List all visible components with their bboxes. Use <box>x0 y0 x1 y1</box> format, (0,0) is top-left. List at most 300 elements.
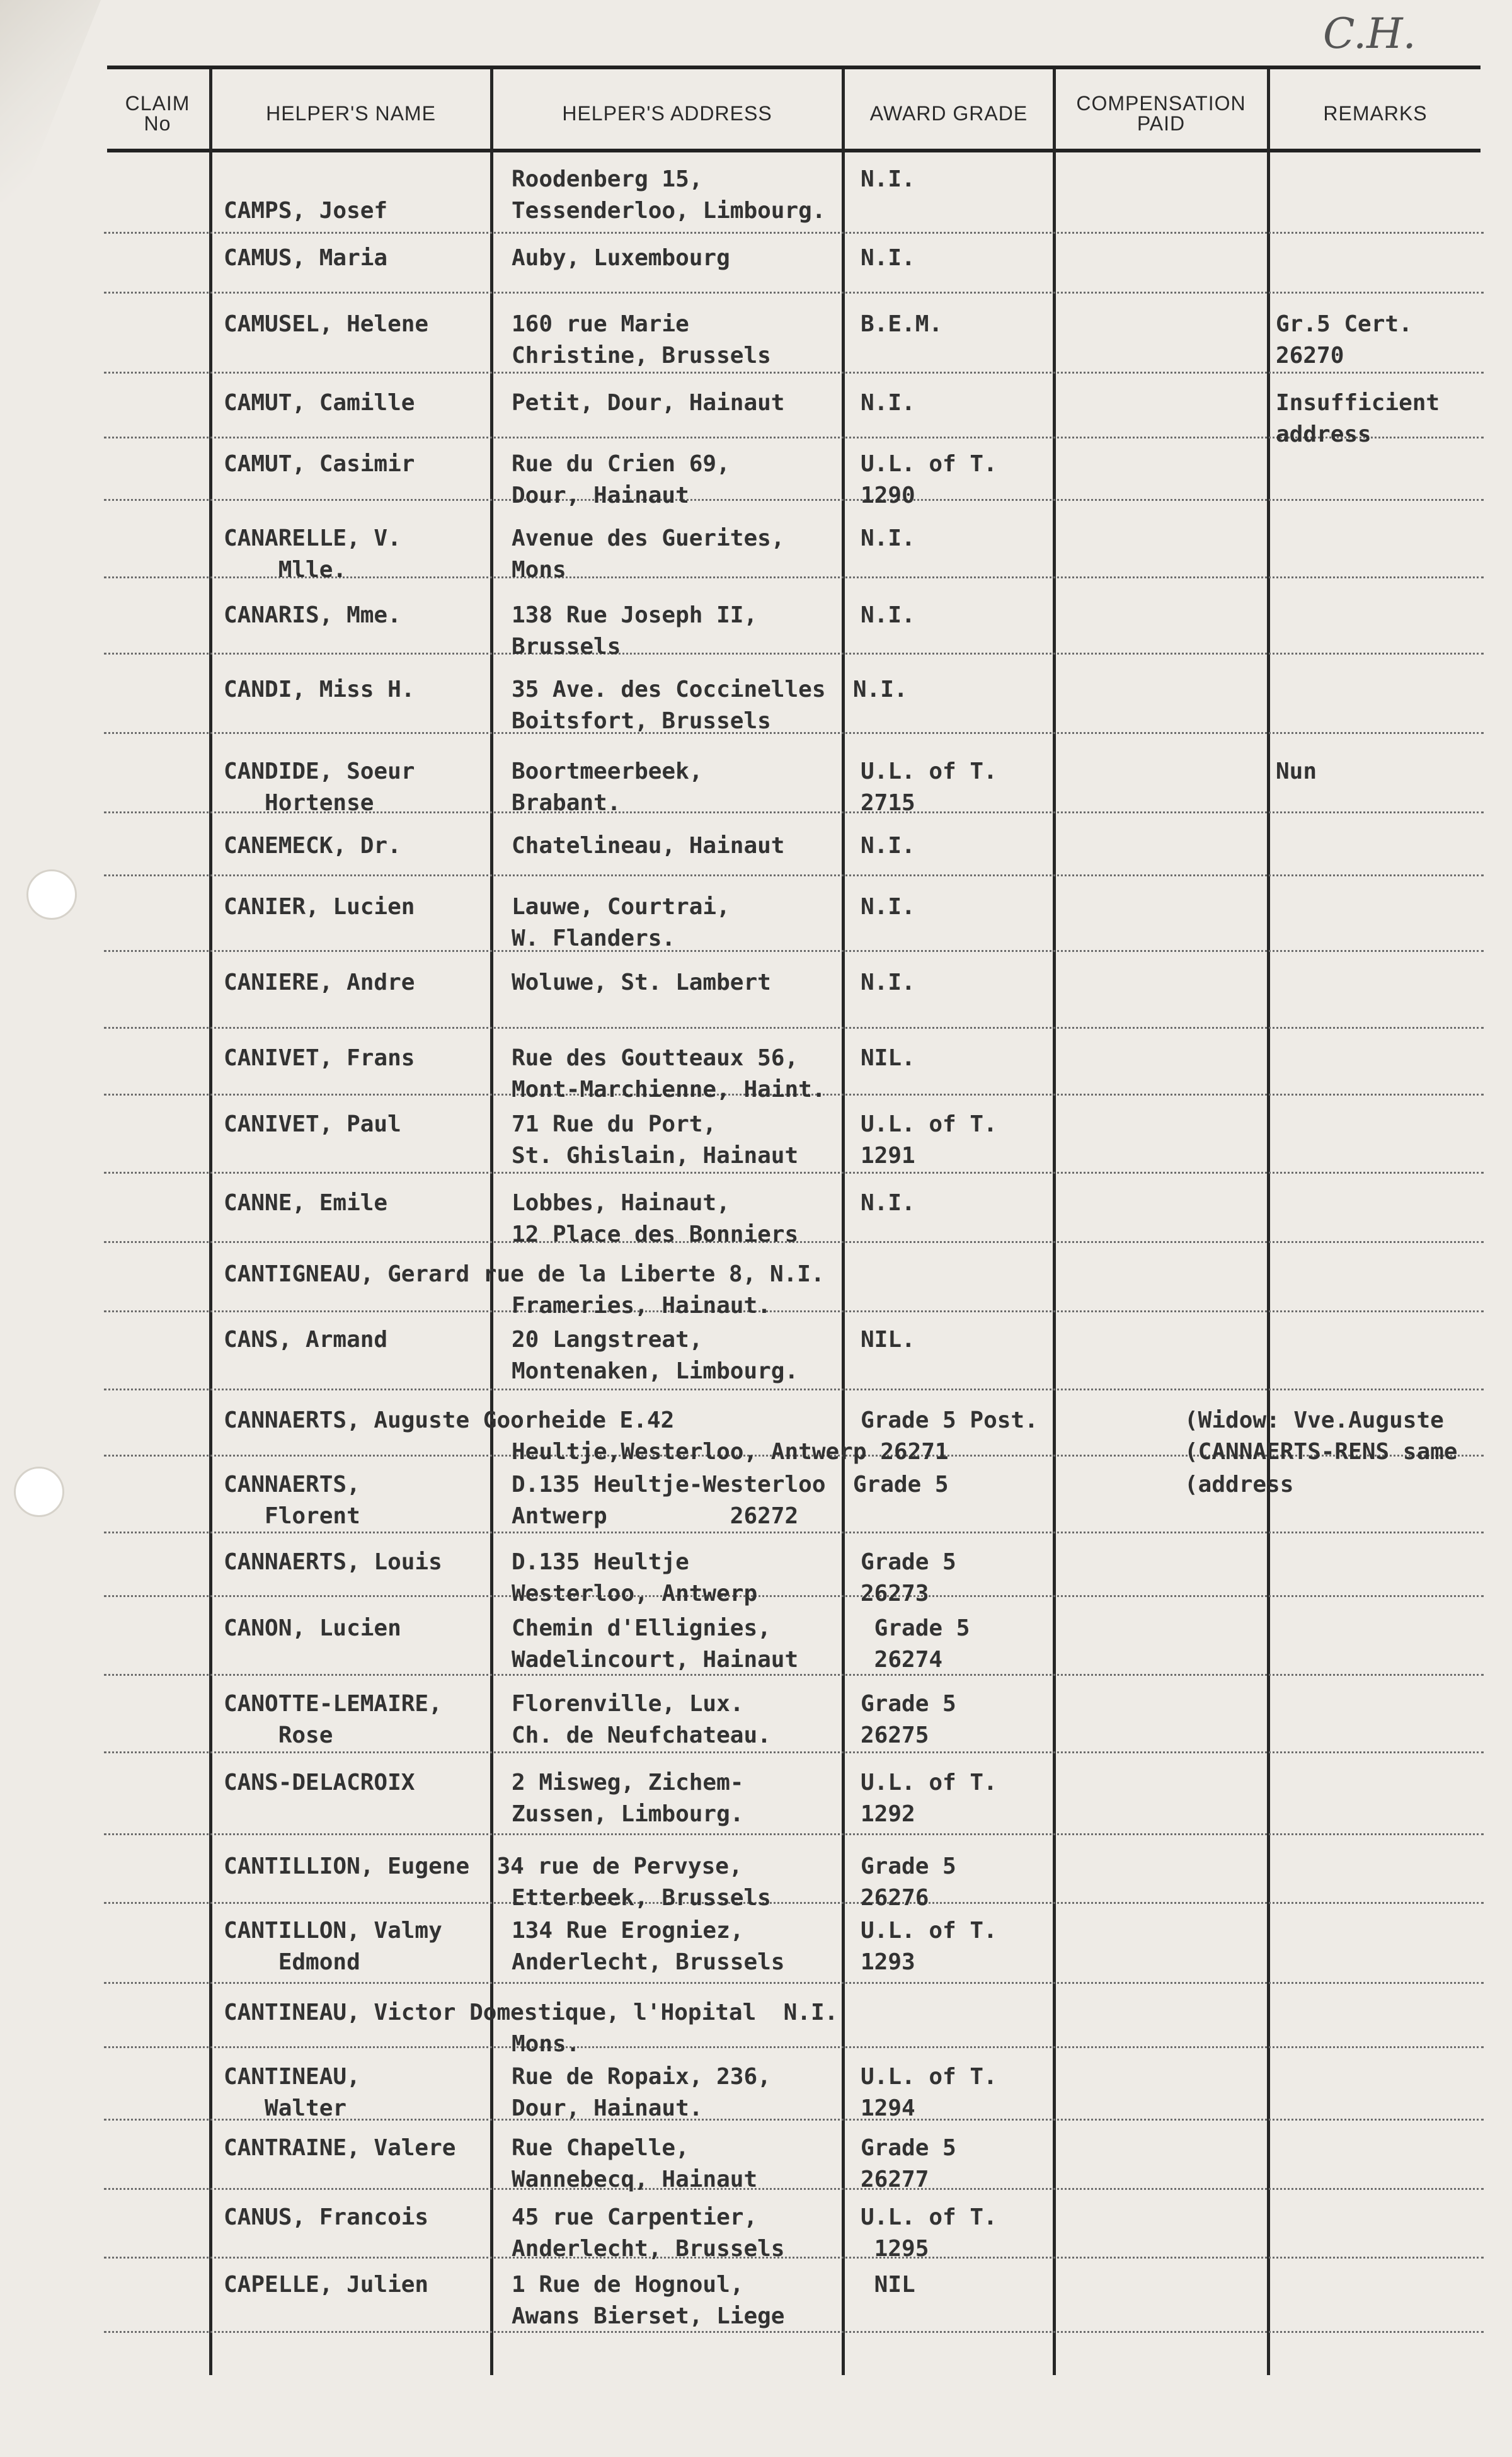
helper-address-line: Lobbes, Hainaut, <box>512 1190 730 1216</box>
award-grade-line: NIL <box>861 2272 915 2298</box>
award-grade-line: U.L. of T. <box>861 1111 997 1137</box>
helper-address-cell <box>512 1547 757 1610</box>
award-grade-line <box>861 340 942 372</box>
remarks-line <box>1276 2202 1290 2233</box>
remarks-line <box>1276 999 1290 1030</box>
award-grade-line: N.I. <box>861 245 915 271</box>
helper-name-line: CANIVET, Frans <box>224 1045 415 1071</box>
column-divider <box>1053 69 1056 2375</box>
remarks-line <box>1276 2093 1290 2124</box>
award-grade-cell <box>861 1043 915 1106</box>
remarks-cell <box>1276 1851 1290 1914</box>
award-grade-line: B.E.M. <box>861 311 943 337</box>
award-grade-line: 1291 <box>861 1143 915 1169</box>
row-rule <box>104 1833 1484 1835</box>
award-grade-cell <box>861 967 915 1030</box>
helper-name-line <box>224 2301 428 2332</box>
remarks-cell <box>1184 1405 1457 1468</box>
award-grade-line: 26275 <box>861 1722 929 1748</box>
helper-address-line <box>512 1997 580 2029</box>
remarks-line <box>1276 1947 1290 1978</box>
award-grade-line <box>861 554 915 586</box>
remarks-line <box>1276 2269 1290 2301</box>
award-grade-cell <box>861 2202 997 2265</box>
award-grade-line: 1293 <box>861 1949 915 1975</box>
remarks-line <box>1276 554 1290 586</box>
helper-name-line <box>224 706 415 737</box>
row-rule <box>104 232 1484 234</box>
remarks-line <box>1276 862 1290 893</box>
helper-address-line: Mont-Marchienne, Haint. <box>512 1077 826 1102</box>
helper-address-line: Montenaken, Limbourg. <box>512 1358 799 1384</box>
award-grade-cell <box>861 1405 1038 1468</box>
remarks-cell <box>1276 1109 1290 1172</box>
helper-name-line: Rose <box>224 1722 333 1748</box>
helper-name-line: CANOTTE-LEMAIRE, <box>224 1691 442 1717</box>
award-grade-cell <box>861 2133 956 2196</box>
remarks-cell <box>1276 2269 1290 2332</box>
award-grade-line: U.L. of T. <box>861 1918 997 1944</box>
helper-address-line: 134 Rue Erogniez, <box>512 1918 744 1944</box>
remarks-line <box>1276 1259 1290 1290</box>
award-grade-cell <box>861 1915 997 1978</box>
remarks-cell <box>1276 756 1317 819</box>
award-grade-line: Grade 5 <box>861 1615 970 1641</box>
helper-address-line: Petit, Dour, Hainaut <box>512 390 785 416</box>
row-rule <box>104 372 1484 374</box>
helper-address-line: Rue du Crien 69, <box>512 451 730 477</box>
helper-name-line: CANARELLE, V. <box>224 525 401 551</box>
helper-address-cell <box>512 387 784 450</box>
helper-name-line: Mlle. <box>224 557 347 583</box>
helper-address-cell <box>512 2269 784 2332</box>
helper-name-cell <box>224 2061 360 2124</box>
award-grade-cell <box>861 1259 874 1322</box>
helper-address-cell <box>512 756 702 819</box>
award-grade-line: Grade 5 <box>861 2135 956 2161</box>
helper-address-line: Lauwe, Courtrai, <box>512 894 730 920</box>
helper-name-line <box>224 419 415 450</box>
award-grade-line: NIL. <box>861 1045 915 1071</box>
helper-address-line: Westerloo, Antwerp <box>512 1581 758 1606</box>
remarks-cell <box>1276 2133 1290 2196</box>
remarks-line <box>1276 1688 1290 1720</box>
award-grade-line: 26276 <box>861 1885 929 1911</box>
helper-address-cell <box>512 1259 771 1322</box>
helper-name-line: Edmond <box>224 1949 360 1975</box>
helper-name-line <box>224 1074 415 1106</box>
helper-address-cell <box>512 1915 784 1978</box>
helper-name-line <box>224 999 415 1030</box>
award-grade-line: 1290 <box>861 483 915 508</box>
helper-address-cell <box>512 243 730 306</box>
remarks-line <box>1276 1644 1290 1676</box>
remarks-line <box>1276 1290 1290 1322</box>
helper-name-line <box>224 1644 401 1676</box>
award-grade-line: 1295 <box>861 2236 929 2262</box>
helper-address-line: Anderlecht, Brussels <box>512 2236 785 2262</box>
helper-name-line: CANTINEAU, Victor Domestique, l'Hopital N.I. <box>224 2000 839 2025</box>
helper-name-line: CANNE, Emile <box>224 1190 388 1216</box>
remarks-line <box>1276 1720 1290 1751</box>
row-rule <box>104 1982 1484 1984</box>
award-grade-cell <box>861 830 915 893</box>
remarks-cell <box>1276 1188 1290 1251</box>
award-grade-line: Grade 5 <box>861 1691 956 1717</box>
helper-address-line: 2 Misweg, Zichem- <box>512 1770 744 1796</box>
award-grade-cell <box>861 387 915 450</box>
helper-address-line <box>512 1851 771 1882</box>
award-grade-cell <box>861 1109 997 1172</box>
award-grade-line <box>861 862 915 893</box>
award-grade-cell <box>861 1997 874 2060</box>
remarks-line <box>1276 1997 1290 2029</box>
helper-address-cell <box>512 2202 784 2265</box>
remarks-line <box>1276 706 1290 737</box>
remarks-line <box>1276 1109 1290 1140</box>
award-grade-line <box>861 419 915 450</box>
helper-name-cell <box>224 2133 455 2196</box>
helper-name-line: CANARIS, Mme. <box>224 602 401 628</box>
remarks-line <box>1276 274 1290 306</box>
remarks-line <box>1276 1915 1290 1947</box>
remarks-line <box>1276 449 1290 480</box>
helper-address-cell <box>512 449 730 512</box>
helper-address-line: 1 Rue de Hognoul, <box>512 2272 744 2298</box>
helper-address-line: Antwerp 26272 <box>512 1503 799 1529</box>
helper-name-line: Florent <box>224 1503 360 1529</box>
helper-name-cell <box>224 164 387 227</box>
helper-address-line: 12 Place des Bonniers <box>512 1222 799 1247</box>
helper-name-line: CAPELLE, Julien <box>224 2272 429 2298</box>
helper-name-line <box>224 1140 401 1172</box>
helper-name-line <box>224 862 401 893</box>
helper-name-line: CANTRAINE, Valere <box>224 2135 456 2161</box>
header-remarks: REMARKS <box>1323 102 1428 125</box>
helper-address-line: Woluwe, St. Lambert <box>512 970 771 995</box>
remarks-line <box>1276 1767 1290 1799</box>
helper-name-line: CANIERE, Andre <box>224 970 415 995</box>
helper-address-line: Ch. de Neufchateau. <box>512 1722 771 1748</box>
remarks-cell <box>1276 2202 1290 2265</box>
remarks-line <box>1276 1851 1290 1882</box>
helper-address-line: Rue Chapelle, <box>512 2135 689 2161</box>
remarks-cell <box>1276 1324 1290 1387</box>
helper-address-cell <box>512 1613 798 1676</box>
award-grade-line <box>861 1259 874 1290</box>
award-grade-cell <box>861 1547 956 1610</box>
helper-address-cell <box>512 2133 757 2196</box>
award-grade-line: Grade 5 Post. <box>861 1407 1038 1433</box>
column-divider <box>842 69 845 2375</box>
helper-name-line: CANTILLON, Valmy <box>224 1918 442 1944</box>
helper-address-cell <box>512 2061 771 2124</box>
award-grade-line: 1292 <box>861 1801 915 1827</box>
helper-address-cell <box>512 1469 949 1532</box>
row-rule <box>104 1172 1484 1174</box>
helper-name-cell <box>224 523 401 586</box>
remarks-cell <box>1276 674 1290 737</box>
remarks-line <box>1276 1140 1290 1172</box>
remarks-line <box>1276 830 1290 862</box>
helper-address-line: Tessenderloo, Limbourg. <box>512 198 826 224</box>
helper-name-cell <box>224 891 415 954</box>
helper-address-line: W. Flanders. <box>512 925 676 951</box>
helper-address-line: 45 rue Carpentier, <box>512 2204 758 2230</box>
helper-address-cell <box>512 1043 826 1106</box>
award-grade-cell <box>861 1469 874 1532</box>
helper-address-line: 35 Ave. des Coccinelles N.I. <box>512 677 908 702</box>
helper-address-line: Frameries, Hainaut. <box>512 1293 771 1319</box>
remarks-line <box>1276 891 1290 923</box>
remarks-cell <box>1276 1915 1290 1978</box>
award-grade-line: 1294 <box>861 2095 915 2121</box>
remarks-line <box>1276 1799 1290 1830</box>
helper-name-line <box>224 1219 387 1251</box>
award-grade-line <box>861 923 915 954</box>
remarks-cell <box>1276 967 1290 1030</box>
helper-name-cell <box>224 1613 401 1676</box>
remarks-line <box>1276 195 1290 227</box>
helper-name-cell <box>224 309 428 372</box>
remarks-line <box>1276 1043 1290 1074</box>
remarks-line <box>1276 1882 1290 1914</box>
helper-address-cell <box>512 830 784 893</box>
helper-name-cell <box>224 243 387 306</box>
helper-address-line: Chatelineau, Hainaut <box>512 833 785 859</box>
helper-address-line: Wadelincourt, Hainaut <box>512 1647 799 1673</box>
award-grade-line <box>861 1997 874 2029</box>
remarks-cell <box>1184 1469 1293 1532</box>
helper-name-line: CAMPS, Josef <box>224 198 388 224</box>
remarks-line <box>1276 1074 1290 1106</box>
helper-name-line <box>224 631 401 663</box>
award-grade-line: U.L. of T. <box>861 759 997 784</box>
remarks-line: Nun <box>1276 759 1317 784</box>
helper-address-line: 71 Rue du Port, <box>512 1111 717 1137</box>
helper-address-line: Mons. <box>512 2031 580 2057</box>
column-divider <box>209 69 212 2375</box>
helper-address-cell <box>512 523 784 586</box>
award-grade-cell <box>861 891 915 954</box>
helper-address-line: Roodenberg 15, <box>512 166 703 192</box>
award-grade-line: N.I. <box>861 390 915 416</box>
award-grade-line: N.I. <box>861 894 915 920</box>
helper-address-cell <box>512 1188 798 1251</box>
award-grade-line: NIL. <box>861 1327 915 1353</box>
helper-address-cell <box>512 1109 798 1172</box>
remarks-cell <box>1276 1688 1290 1751</box>
helper-address-line: Auby, Luxembourg <box>512 245 730 271</box>
award-grade-line <box>861 274 915 306</box>
award-grade-line: U.L. of T. <box>861 451 997 477</box>
award-grade-cell <box>861 309 942 372</box>
award-grade-line: N.I. <box>861 525 915 551</box>
helper-name-line: CANNAERTS, <box>224 1472 360 1498</box>
helper-name-line: CANTINEAU, <box>224 2064 360 2090</box>
helper-address-line <box>512 274 730 306</box>
top-rule <box>107 66 1480 69</box>
helper-address-line: Heultje,Westerloo, Antwerp 26271 <box>512 1439 949 1465</box>
helper-name-cell <box>224 967 415 1030</box>
remarks-cell <box>1276 243 1290 306</box>
award-grade-line: U.L. of T. <box>861 2204 997 2230</box>
helper-name-line <box>224 1799 415 1830</box>
page-curl <box>0 0 101 202</box>
award-grade-line: N.I. <box>861 970 915 995</box>
helper-name-cell <box>224 600 401 663</box>
header-compensation-paid: COMPENSATION PAID <box>1076 92 1246 135</box>
helper-name-line: Walter <box>224 2095 347 2121</box>
remarks-line: Insufficient <box>1276 390 1440 416</box>
remarks-line <box>1184 1501 1293 1532</box>
row-rule <box>104 1389 1484 1390</box>
award-grade-cell <box>861 1188 915 1251</box>
helper-name-cell <box>224 449 415 512</box>
helper-address-line: Wannebecq, Hainaut <box>512 2167 758 2192</box>
helper-address-cell <box>512 967 771 1030</box>
remarks-cell <box>1276 891 1290 954</box>
remarks-line <box>1276 631 1290 663</box>
helper-address-line: Florenville, Lux. <box>512 1691 744 1717</box>
award-grade-line <box>861 1469 874 1501</box>
helper-name-line <box>224 164 387 195</box>
helper-name-line: CANS, Armand <box>224 1327 388 1353</box>
helper-address-line: Dour, Hainaut. <box>512 2095 703 2121</box>
helper-address-line: Rue des Goutteaux 56, <box>512 1045 799 1071</box>
remarks-cell <box>1276 830 1290 893</box>
helper-address-line: St. Ghislain, Hainaut <box>512 1143 799 1169</box>
header-helpers-address: HELPER'S ADDRESS <box>562 102 772 125</box>
award-grade-line: 2715 <box>861 790 915 816</box>
helper-name-cell <box>224 1188 387 1251</box>
award-grade-line <box>861 1290 874 1322</box>
helper-address-cell <box>512 309 771 372</box>
column-divider <box>1267 69 1270 2375</box>
helper-name-cell <box>224 830 401 893</box>
remarks-line: address <box>1276 421 1372 447</box>
helper-address-cell <box>512 1688 771 1751</box>
helper-address-cell <box>512 1997 580 2060</box>
corner-mark: C.H. <box>1323 9 1416 58</box>
award-grade-cell <box>861 449 997 512</box>
remarks-cell <box>1276 2061 1290 2124</box>
award-grade-line <box>861 2301 915 2332</box>
remarks-line <box>1276 2301 1290 2332</box>
remarks-line: Gr.5 Cert. <box>1276 311 1412 337</box>
award-grade-cell <box>861 1767 997 1830</box>
helper-name-cell <box>224 756 415 819</box>
remarks-line <box>1276 523 1290 554</box>
remarks-cell <box>1276 164 1290 227</box>
helper-address-line: Boortmeerbeek, <box>512 759 703 784</box>
remarks-line: (address <box>1184 1472 1294 1498</box>
helper-name-line: CANNAERTS, Louis <box>224 1549 442 1575</box>
helper-name-cell <box>224 1767 415 1830</box>
remarks-line <box>1276 164 1290 195</box>
award-grade-line <box>861 1436 1038 1468</box>
remarks-cell <box>1276 523 1290 586</box>
helper-address-cell <box>512 1851 771 1914</box>
header-award-grade: AWARD GRADE <box>869 102 1028 125</box>
helper-name-line: CANON, Lucien <box>224 1615 401 1641</box>
remarks-line: (CANNAERTS-RENS same <box>1184 1439 1458 1465</box>
award-grade-line <box>861 631 915 663</box>
remarks-cell <box>1276 1767 1290 1830</box>
helper-name-cell <box>224 1688 442 1751</box>
remarks-line <box>1276 1578 1290 1610</box>
helper-name-cell <box>224 1915 442 1978</box>
remarks-line <box>1276 243 1290 274</box>
remarks-line <box>1276 2061 1290 2093</box>
remarks-line: (Widow: Vve.Auguste <box>1184 1407 1444 1433</box>
remarks-line <box>1276 674 1290 706</box>
award-grade-line <box>861 1219 915 1251</box>
helper-name-line: CANNAERTS, Auguste Goorheide E.42 <box>224 1407 675 1433</box>
helper-name-cell <box>224 1469 360 1532</box>
helper-address-line: Zussen, Limbourg. <box>512 1801 744 1827</box>
helper-name-line: CAMUS, Maria <box>224 245 388 271</box>
remarks-cell <box>1276 1997 1290 2060</box>
helper-address-line: Mons <box>512 557 566 583</box>
award-grade-line <box>861 1356 915 1387</box>
award-grade-line: Grade 5 <box>861 1853 956 1879</box>
award-grade-line <box>861 195 915 227</box>
remarks-line <box>1276 788 1317 819</box>
award-grade-cell <box>861 1688 956 1751</box>
award-grade-line <box>861 1501 874 1532</box>
helper-address-cell <box>512 891 730 954</box>
helper-name-cell <box>224 1109 401 1172</box>
award-grade-line: 26274 <box>861 1647 943 1673</box>
award-grade-line <box>861 1074 915 1106</box>
remarks-line <box>1276 967 1290 999</box>
helper-name-line: CAMUT, Casimir <box>224 451 415 477</box>
helper-address-line: Dour, Hainaut <box>512 483 689 508</box>
remarks-cell <box>1276 1259 1290 1322</box>
helper-name-line <box>224 2233 428 2265</box>
header-helpers-name: HELPER'S NAME <box>266 102 436 125</box>
award-grade-cell <box>861 1613 970 1676</box>
remarks-line <box>1276 600 1290 631</box>
helper-address-line: Etterbeek, Brussels <box>512 1885 771 1911</box>
helper-address-line: D.135 Heultje-Westerloo Grade 5 <box>512 1472 949 1498</box>
award-grade-cell <box>861 523 915 586</box>
helper-address-line: Awans Bierset, Liege <box>512 2303 785 2329</box>
remarks-line <box>1276 923 1290 954</box>
helper-address-line: Boitsfort, Brussels <box>512 708 771 734</box>
remarks-line: 26270 <box>1276 343 1344 369</box>
award-grade-cell <box>861 1324 915 1387</box>
remarks-cell <box>1276 600 1290 663</box>
remarks-cell <box>1276 309 1412 372</box>
helper-name-cell <box>224 2202 428 2265</box>
helper-name-line: CANUS, Francois <box>224 2204 429 2230</box>
helper-name-line: CANTILLION, Eugene 34 rue de Pervyse, <box>224 1853 743 1879</box>
award-grade-line: Grade 5 <box>861 1549 956 1575</box>
helper-address-line: Chemin d'Ellignies, <box>512 1615 771 1641</box>
remarks-cell <box>1276 387 1440 450</box>
helper-address-line <box>512 999 771 1030</box>
award-grade-line <box>861 2029 874 2060</box>
punch-hole-top <box>26 869 77 920</box>
helper-address-line: 138 Rue Joseph II, <box>512 602 758 628</box>
remarks-line <box>1276 1219 1290 1251</box>
award-grade-cell <box>861 2061 997 2124</box>
helper-name-cell <box>224 674 415 737</box>
award-grade-line: N.I. <box>861 833 915 859</box>
helper-name-line: CANIER, Lucien <box>224 894 415 920</box>
